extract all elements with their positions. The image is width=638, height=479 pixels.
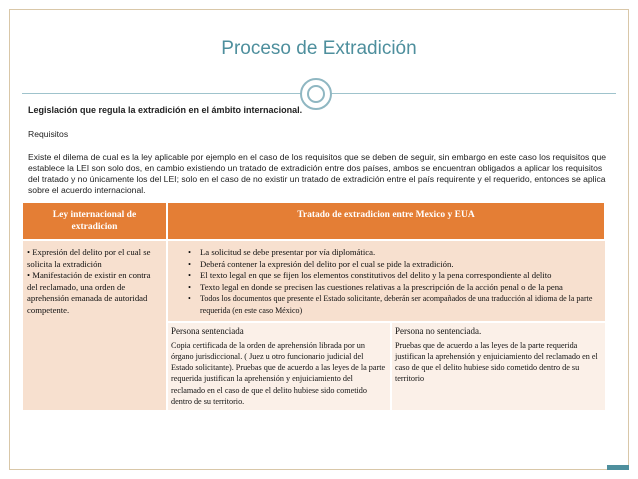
persona-sentenciada-title: Persona sentenciada — [171, 325, 244, 336]
list-item: • Texto legal en donde se precisen las cuestiones relativas a la prescripción de la acción penal o de la pena — [198, 282, 601, 294]
legislation-heading: Legislación que regula la extradición en el ámbito internacional. — [28, 105, 303, 115]
table-row — [23, 240, 605, 410]
list-item: • La solicitud se debe presentar por vía diplomática. — [198, 247, 601, 259]
persona-sentenciada-cell — [168, 323, 392, 410]
requisitos-label: Requisitos — [28, 129, 69, 139]
intro-paragraph: Existe el dilema de cual es la ley aplicable por ejemplo en el caso de los requisitos que se deben de seguir, sin embargo en este caso los requisitos que establece la LEI son solo dos, en cambio existiendo un tratado de extradición entre dos países, ambos se encuentran obligados a aplicar los requisitos del tratado y no únicamente los del LEI; solo en el caso de no existir un tratado de extradición entre el país requirente y el requerido, entonces se aplica sobre el acuerdo internacional. — [28, 152, 607, 195]
table-header-row — [23, 203, 605, 240]
persona-no-sentenciada-cell — [392, 323, 605, 410]
persona-no-sentenciada-text: Pruebas que de acuerdo a las leyes de la parte requerida justifican la aprehensión y enjuiciamiento del reclamado en el caso de que el delito hubiese sido cometido dentro de su territorio — [395, 340, 598, 384]
persona-subtable — [168, 321, 605, 410]
comparison-table — [23, 203, 606, 410]
list-item: • Deberá contener la expresión del delito por el cual se pide la extradición. — [198, 259, 601, 271]
list-item: • Expresión del delito por el cual se solicita la extradición — [27, 247, 151, 269]
tratado-requisitos-cell — [167, 240, 605, 410]
ley-requisitos-cell — [23, 240, 167, 410]
list-item: • El texto legal en que se fijen los elementos constitutivos del delito y la pena correspondiente al delito — [198, 270, 601, 282]
slide-title: Proceso de Extradición — [221, 38, 417, 59]
header-ley-internacional: Ley internacional de extradicion — [23, 203, 167, 240]
corner-accent — [607, 465, 629, 470]
persona-sentenciada-text: Copia certificada de la orden de aprehensión librada por un órgano jurisdiccional. ( Juez u otro funcionario judicial del Estado solicitante). Pruebas que de acuerdo a las leyes de la parte requerida justifican la aprehensión y enjuiciamiento del reclamado en el caso de que el delito hubiese sido cometido dentro de su territorio. — [171, 340, 386, 406]
list-item: • Todos los documentos que presente el Estado solicitante, deberán ser acompañados de una traducción al idioma de la parte requerida (en este caso México) — [198, 293, 601, 316]
persona-no-sentenciada-title: Persona no sentenciada. — [395, 325, 482, 336]
list-item: • Manifestación de existir en contra del reclamado, una orden de aprehensión emanada de autoridad competente. — [27, 270, 151, 315]
tratado-requisitos-list — [186, 247, 601, 317]
header-tratado: Tratado de extradicion entre Mexico y EUA — [167, 203, 605, 240]
